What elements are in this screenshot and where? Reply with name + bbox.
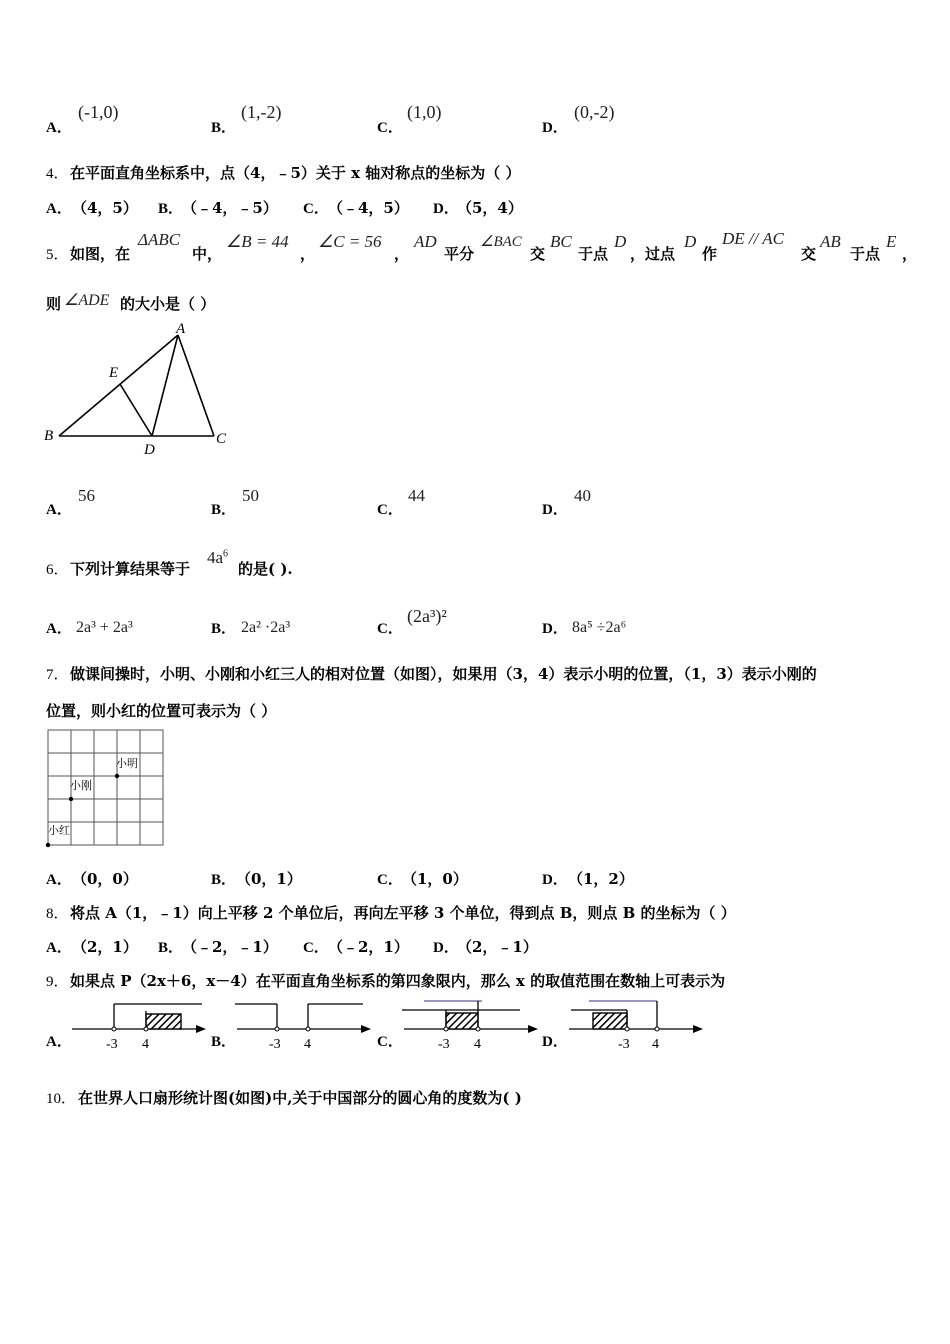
q5-math-d1: D (614, 232, 627, 251)
q9-option-c-numberline (402, 996, 542, 1054)
q5-math-triangle: ΔABC (138, 230, 181, 249)
q3-option-c-label: C． (377, 120, 403, 136)
q10-stem: 在世界人口扇形统计图(如图)中,关于中国部分的圆心角的度数为( ) (78, 1089, 522, 1107)
xiaoming-label: 小明 (116, 758, 138, 770)
q7-option-b-label: B． (211, 872, 237, 888)
q5-option-d-value: 40 (574, 486, 591, 505)
q4-option-a-label: A． (46, 201, 72, 217)
q5-number: 5． (46, 247, 69, 263)
q5-math-e: E (886, 232, 897, 251)
point-e-label: E (109, 365, 119, 381)
xiaogang-point (69, 797, 73, 801)
q9-option-d-numberline (567, 996, 707, 1054)
q6-option-b-label: B． (211, 621, 237, 637)
xiaohong-point (46, 843, 50, 847)
q5-math-angle-c: ∠C = 56 (318, 232, 382, 251)
q9-option-a-label: A． (46, 1034, 72, 1050)
q7-option-a-label: A． (46, 872, 72, 888)
tick-4: 4 (304, 1037, 311, 1052)
q5-math-parallel: DE // AC (722, 229, 785, 248)
q6-option-c-value: (2a³)² (407, 606, 447, 626)
q7-option-c-value: （1，0） (402, 870, 468, 888)
q8-number: 8． (46, 906, 69, 922)
q4-stem: 在平面直角坐标系中，点（4，﹣5）关于 x 轴对称点的坐标为（ ） (70, 164, 521, 182)
q5-option-c-value: 44 (408, 486, 425, 505)
q3-option-a-label: A． (46, 120, 72, 136)
q4-option-c-label: C． (303, 201, 329, 217)
xiaohong-label: 小红 (48, 825, 70, 837)
q5-text-5: 平分 (444, 245, 475, 263)
tick-4: 4 (474, 1037, 481, 1052)
q3-option-b-label: B． (211, 120, 237, 136)
q5-option-a-label: A． (46, 502, 72, 518)
point-a-label: A (176, 321, 186, 337)
q9-option-b-label: B． (211, 1034, 237, 1050)
q8-option-a-label: A． (46, 940, 72, 956)
q5-math-bac: ∠BAC (480, 234, 522, 250)
q4-option-c-value: （﹣4，5） (328, 199, 409, 217)
q5-text-3: ， (300, 245, 316, 263)
q5-text-2: 中， (192, 245, 223, 263)
q5-option-b-label: B． (211, 502, 237, 518)
q5-option-b-value: 50 (242, 486, 259, 505)
q5-text-10: 交 (801, 245, 817, 263)
q6-option-b-value: 2a² ·2a³ (241, 619, 291, 636)
q4-option-d-value: （5，4） (457, 199, 523, 217)
q5-text-4: ， (394, 245, 410, 263)
q6-option-d-value: 8a⁵ ÷2a⁶ (572, 619, 627, 636)
point-b-label: B (44, 428, 54, 444)
q6-stem-math-exp: 6 (223, 548, 229, 560)
q5-option-c-label: C． (377, 502, 403, 518)
q7-position-grid (44, 726, 168, 850)
q7-line-1: 做课间操时，小明、小刚和小红三人的相对位置（如图），如果用（3，4）表示小明的位置，（1，3）表示小刚的 (70, 665, 817, 683)
q9-option-c-label: C． (377, 1034, 403, 1050)
q8-option-d-value: （2，﹣1） (457, 938, 538, 956)
q3-option-c-value: (1,0) (407, 102, 442, 122)
q8-option-b-value: （﹣2，﹣1） (182, 938, 278, 956)
segment-ac (178, 335, 214, 436)
q9-number: 9． (46, 974, 69, 990)
q5-triangle-figure (40, 318, 240, 458)
q6-option-a-value: 2a³ + 2a³ (76, 619, 133, 636)
point-d-label: D (144, 442, 155, 458)
q9-option-a-numberline (70, 996, 210, 1054)
q4-number: 4． (46, 166, 69, 182)
q6-option-d-label: D． (542, 621, 568, 637)
tick-4: 4 (142, 1037, 149, 1052)
q3-option-d-value: (0,-2) (574, 102, 615, 122)
xiaoming-point (115, 774, 119, 778)
tick-neg3: -3 (438, 1037, 450, 1052)
q5-math-angle-b: ∠B = 44 (226, 232, 289, 251)
q4-option-a-value: （4，5） (72, 199, 138, 217)
tick-neg3: -3 (618, 1037, 630, 1052)
q5-text-12: ， (902, 245, 918, 263)
q4-option-b-label: B． (158, 201, 184, 217)
q3-option-d-label: D． (542, 120, 568, 136)
segment-ad (152, 335, 178, 436)
q5-text-1: 如图，在 (70, 245, 131, 263)
segment-ba (59, 335, 178, 436)
q5-text-6: 交 (530, 245, 546, 263)
xiaogang-label: 小刚 (70, 780, 92, 792)
q5-line2-pre: 则 (46, 295, 62, 313)
segment-de (120, 384, 152, 436)
q5-math-bc: BC (550, 232, 572, 251)
q7-line-2: 位置，则小红的位置可表示为（ ） (46, 702, 277, 720)
q4-option-b-value: （﹣4，﹣5） (182, 199, 278, 217)
q7-option-a-value: （0，0） (72, 870, 138, 888)
q6-stem-post: 的是( ). (238, 560, 293, 578)
q8-option-c-value: （﹣2，1） (328, 938, 409, 956)
q7-option-d-label: D． (542, 872, 568, 888)
q7-option-c-label: C． (377, 872, 403, 888)
q5-text-11: 于点 (850, 245, 881, 263)
q5-text-7: 于点 (578, 245, 609, 263)
q8-option-a-value: （2，1） (72, 938, 138, 956)
q5-math-ade: ∠ADE (64, 292, 110, 309)
q5-line2-post: 的大小是（ ） (120, 295, 216, 313)
q5-math-d2: D (684, 232, 697, 251)
tick-4: 4 (652, 1037, 659, 1052)
q8-option-b-label: B． (158, 940, 184, 956)
tick-neg3: -3 (106, 1037, 118, 1052)
q5-option-d-label: D． (542, 502, 568, 518)
q6-stem-math (207, 548, 228, 568)
q3-option-b-value: (1,-2) (241, 102, 282, 122)
q6-stem-math-base: 4a (207, 548, 224, 567)
q7-option-d-value: （1，2） (568, 870, 634, 888)
q6-option-a-label: A． (46, 621, 72, 637)
q8-option-d-label: D． (433, 940, 459, 956)
q7-number: 7． (46, 667, 69, 683)
q10-number: 10． (46, 1091, 77, 1107)
q6-option-c-label: C． (377, 621, 403, 637)
q7-option-b-value: （0，1） (236, 870, 302, 888)
q6-number: 6． (46, 562, 69, 578)
tick-neg3: -3 (269, 1037, 281, 1052)
q8-stem: 将点 A（1，﹣1）向上平移 2 个单位后，再向左平移 3 个单位，得到点 B，则点 B 的坐标为（ ） (70, 904, 736, 922)
q4-option-d-label: D． (433, 201, 459, 217)
q5-text-8: ，过点 (630, 245, 676, 263)
q9-stem: 如果点 P（2x＋6，x－4）在平面直角坐标系的第四象限内，那么 x 的取值范围在数轴上可表示为 (70, 972, 726, 990)
q9-option-d-label: D． (542, 1034, 568, 1050)
q5-option-a-value: 56 (78, 486, 95, 505)
q5-math-ab: AB (820, 232, 841, 251)
q3-option-a-value: (-1,0) (78, 102, 119, 122)
point-c-label: C (216, 431, 227, 447)
q8-option-c-label: C． (303, 940, 329, 956)
q9-option-b-numberline (235, 996, 375, 1054)
q5-math-ad: AD (414, 232, 437, 251)
q5-text-9: 作 (702, 245, 718, 263)
q6-stem-pre: 下列计算结果等于 (70, 560, 191, 578)
